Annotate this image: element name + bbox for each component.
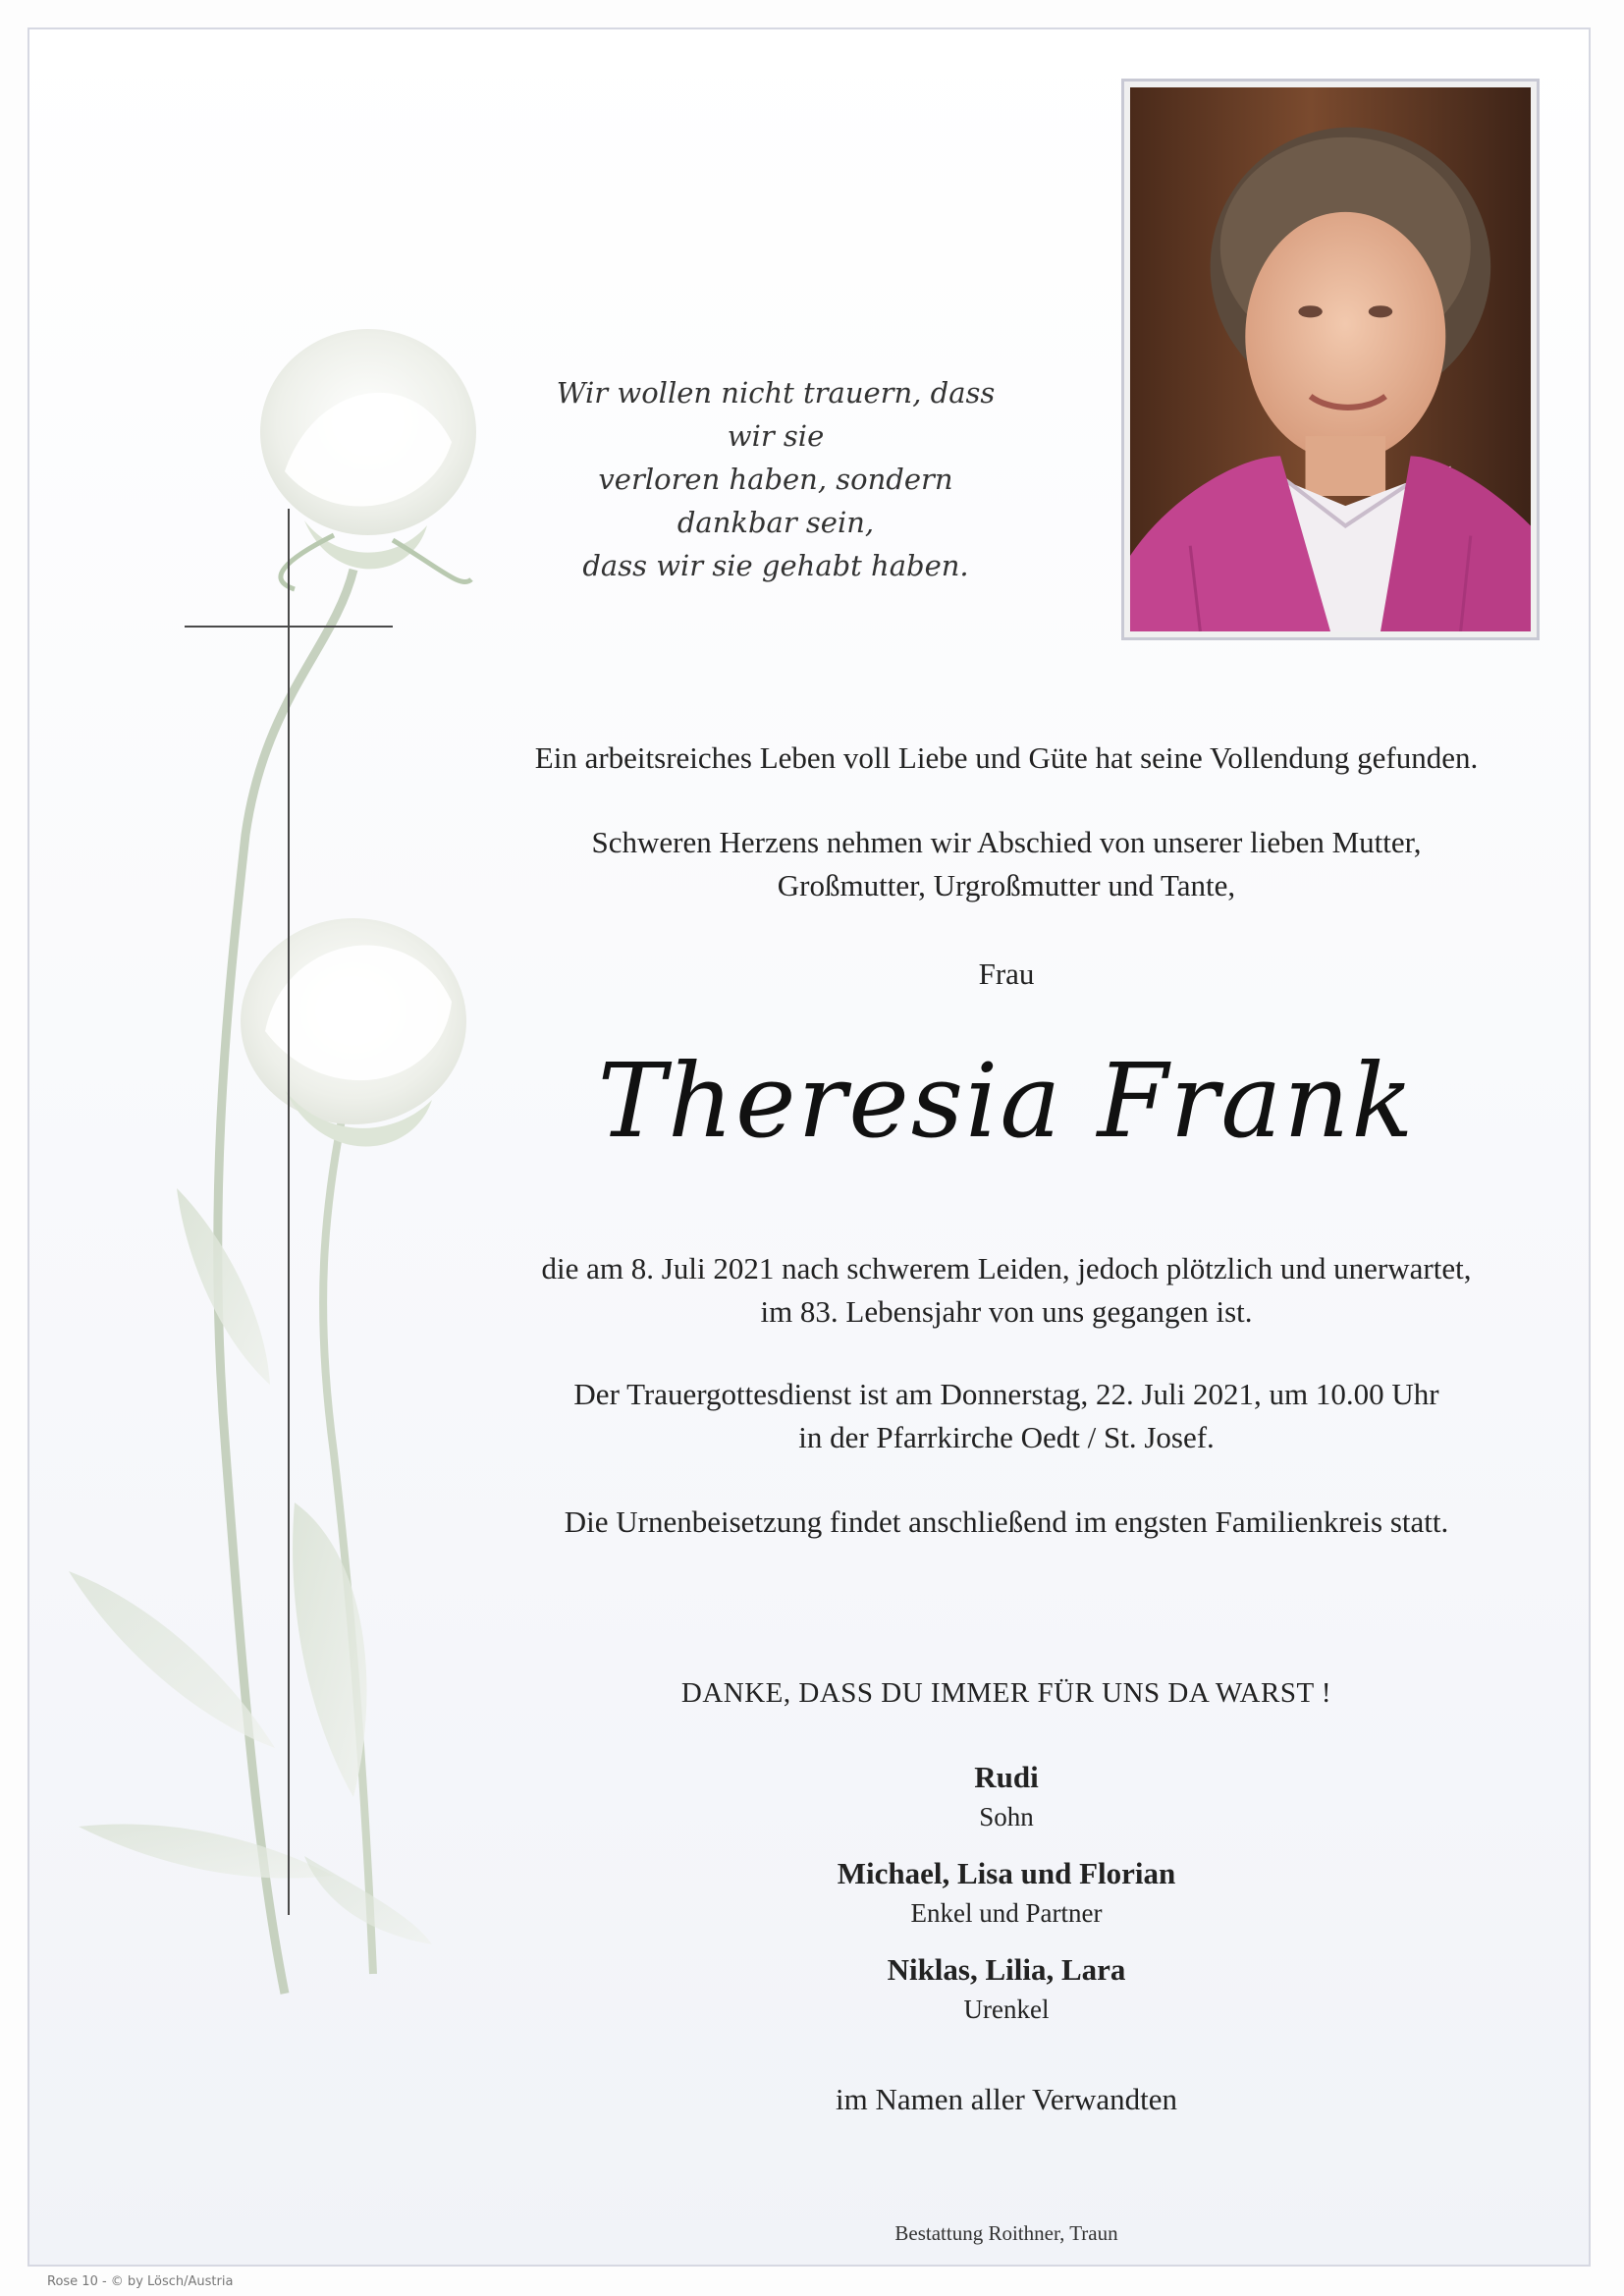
death-info-line-1: die am 8. Juli 2021 nach schwerem Leiden, jedoch plötzlich und unerwartet, <box>541 1251 1472 1285</box>
undertaker-credit: Bestattung Roithner, Traun <box>894 2221 1118 2245</box>
thanks-line: DANKE, DASS DU IMMER FÜR UNS DA WARST ! <box>680 1677 1332 1709</box>
burial-info: Die Urnenbeisetzung findet anschließend im engsten Familienkreis statt. <box>564 1504 1449 1539</box>
motto-line: dass wir sie gehabt haben. <box>582 549 969 582</box>
motto-line: verloren haben, sondern dankbar sein, <box>598 463 953 539</box>
mourner-entry <box>432 1758 1581 1836</box>
intro-line-3: Großmutter, Urgroßmutter und Tante, <box>777 868 1236 902</box>
cross-horizontal-bar <box>185 626 393 628</box>
intro-line-2: Schweren Herzens nehmen wir Abschied von unserer lieben Mutter, <box>591 825 1422 859</box>
mourner-name: Niklas, Lilia, Lara <box>887 1952 1126 1987</box>
mourner-relation: Urenkel <box>963 1995 1050 2024</box>
cross-vertical-bar <box>288 509 290 1915</box>
motto-quote <box>550 371 1001 587</box>
motto-line: Wir wollen nicht trauern, dass wir sie <box>556 376 996 453</box>
portrait-photo <box>1130 87 1531 631</box>
template-id: Rose 10 - © by Lösch/Austria <box>47 2274 234 2289</box>
mourner-relation: Sohn <box>979 1802 1034 1831</box>
intro-line-1: Ein arbeitsreiches Leben voll Liebe und Güte hat seine Vollendung gefunden. <box>534 740 1479 775</box>
service-info-line-1: Der Trauergottesdienst ist am Donnerstag, 22. Juli 2021, um 10.00 Uhr <box>573 1377 1439 1411</box>
white-rose-illustration <box>39 324 491 2092</box>
death-info-line-2: im 83. Lebensjahr von uns gegangen ist. <box>760 1294 1253 1329</box>
service-info-line-2: in der Pfarrkirche Oedt / St. Josef. <box>798 1420 1215 1454</box>
mourner-name: Michael, Lisa und Florian <box>837 1856 1176 1890</box>
deceased-name: Theresia Frank <box>597 1041 1416 1161</box>
portrait-frame <box>1121 79 1540 640</box>
mourner-entry <box>432 1950 1581 2029</box>
mourner-relation: Enkel und Partner <box>910 1898 1103 1928</box>
closing-line: im Namen aller Verwandten <box>835 2082 1178 2116</box>
mourner-entry <box>432 1854 1581 1933</box>
salutation: Frau <box>978 957 1035 991</box>
mourners-list <box>432 1758 1581 2047</box>
mourner-name: Rudi <box>974 1760 1039 1794</box>
